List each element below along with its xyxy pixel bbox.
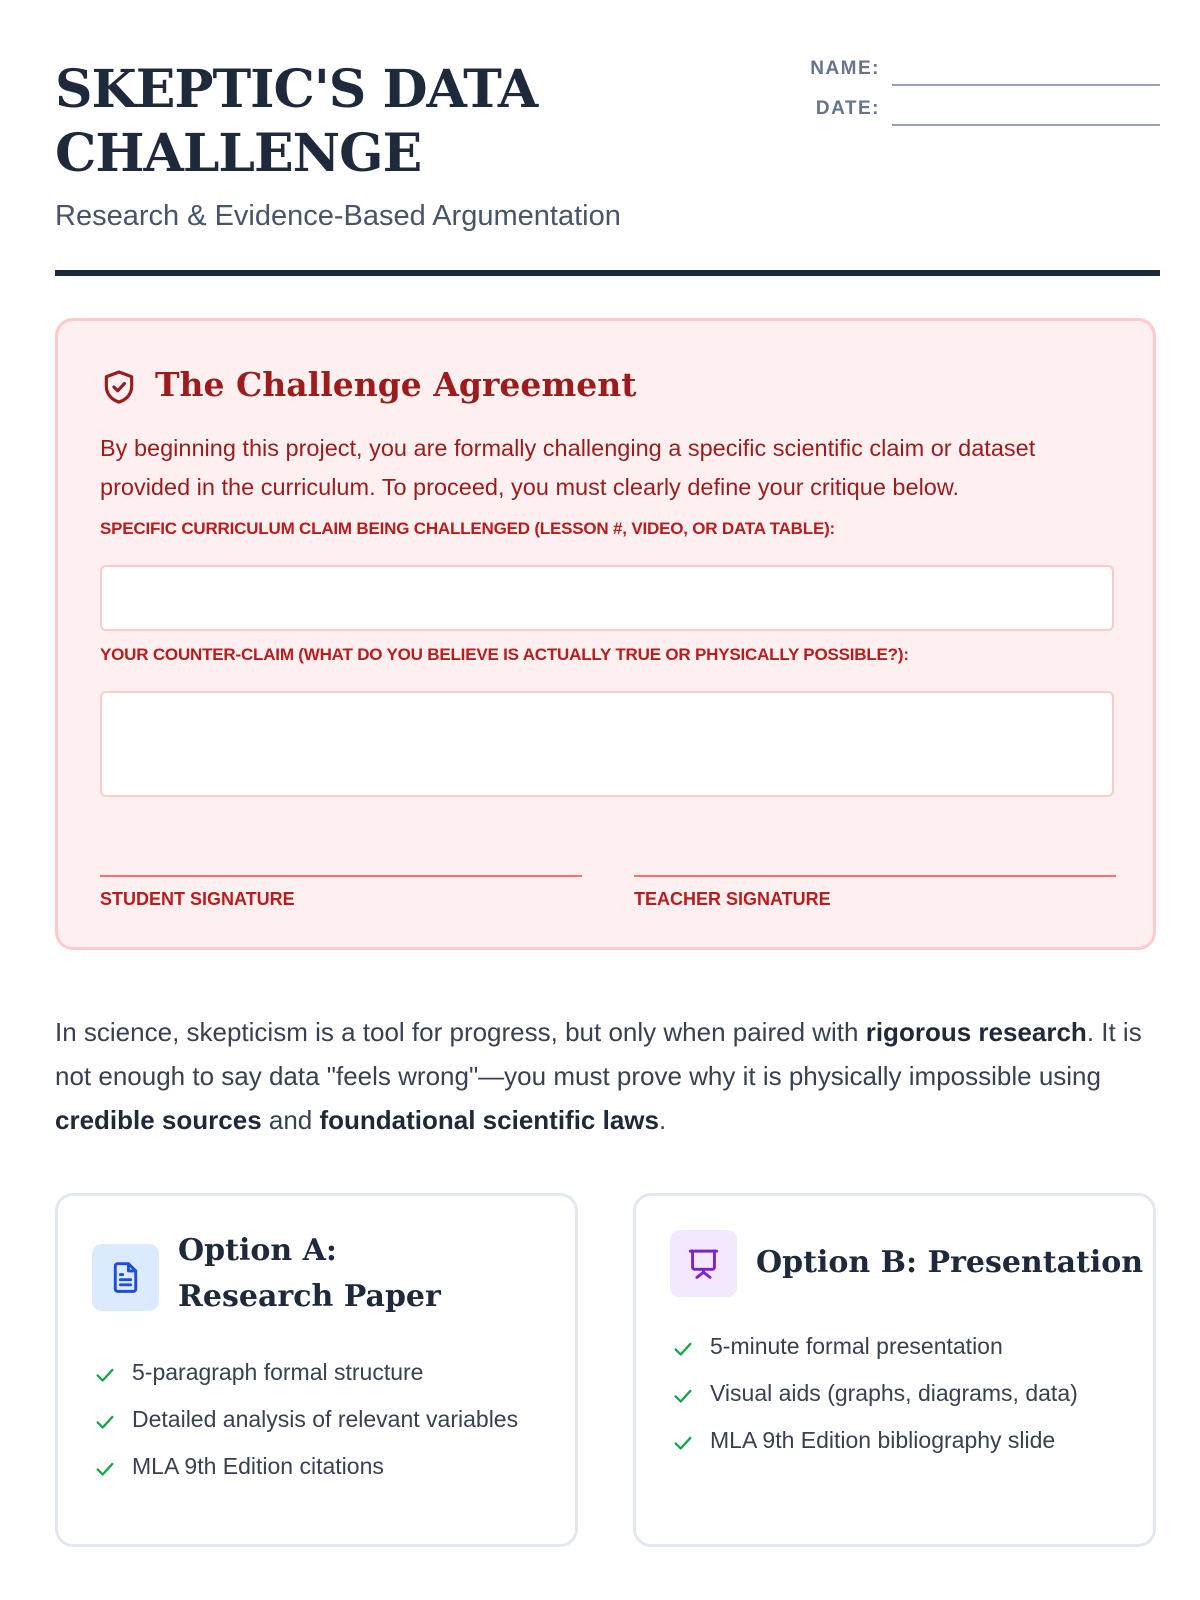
intro-bold-3: foundational scientific laws <box>319 1105 659 1135</box>
check-icon <box>94 1458 116 1480</box>
date-field[interactable] <box>760 96 1160 126</box>
intro-text-4: . <box>658 1105 667 1135</box>
agreement-title: The Challenge Agreement <box>155 365 637 404</box>
option-a-card <box>55 1193 578 1547</box>
claim-field-label: SPECIFIC CURRICULUM CLAIM BEING CHALLENGED (LESSON #, VIDEO, OR DATA TABLE): <box>100 519 835 538</box>
check-icon <box>672 1338 694 1360</box>
page-subtitle: Research & Evidence-Based Argumentation <box>55 200 621 232</box>
requirement-text: Detailed analysis of relevant variables <box>132 1406 519 1432</box>
page-title: SKEPTIC'S DATA CHALLENGE <box>55 59 538 184</box>
check-icon <box>94 1364 116 1386</box>
check-icon <box>672 1385 694 1407</box>
option-a-requirements <box>92 1356 542 1497</box>
presentation-icon <box>686 1246 721 1281</box>
shield-check-icon <box>100 367 138 407</box>
requirement-text: MLA 9th Edition bibliography slide <box>710 1427 1056 1453</box>
list-item <box>670 1330 1120 1363</box>
list-item <box>92 1356 542 1389</box>
agreement-description: By beginning this project, you are formally challenging a specific scientific claim or dataset provided in the curriculum. To proceed, you must clearly define your critique below. <box>100 435 1036 500</box>
requirement-text: MLA 9th Edition citations <box>132 1453 384 1479</box>
list-item <box>92 1403 542 1436</box>
document-icon <box>108 1260 143 1295</box>
list-item <box>670 1424 1120 1457</box>
check-icon <box>94 1411 116 1433</box>
date-label: DATE: <box>815 98 880 119</box>
teacher-signature-label: TEACHER SIGNATURE <box>634 889 831 909</box>
intro-text-3: and <box>261 1105 320 1135</box>
list-item <box>670 1377 1120 1410</box>
student-signature-label: STUDENT SIGNATURE <box>100 889 295 909</box>
challenged-claim-input[interactable] <box>100 565 1114 631</box>
requirement-text: 5-minute formal presentation <box>710 1333 1003 1359</box>
challenge-agreement-card <box>55 318 1156 950</box>
student-signature-line[interactable] <box>100 875 582 877</box>
requirement-text: 5-paragraph formal structure <box>132 1359 424 1385</box>
intro-text-1: In science, skepticism is a tool for progress, but only when paired with <box>55 1017 866 1047</box>
date-line[interactable] <box>892 124 1160 126</box>
counter-claim-input[interactable] <box>100 691 1114 797</box>
option-b-requirements <box>670 1330 1120 1471</box>
intro-bold-2: credible sources <box>55 1105 262 1135</box>
intro-bold-1: rigorous research <box>865 1017 1087 1047</box>
intro-paragraph <box>55 1010 1145 1142</box>
check-icon <box>672 1432 694 1454</box>
option-a-title: Option A: Research Paper <box>178 1233 441 1314</box>
requirement-text: Visual aids (graphs, diagrams, data) <box>710 1380 1078 1406</box>
option-a-icon-badge <box>92 1244 159 1311</box>
teacher-signature-line[interactable] <box>634 875 1116 877</box>
list-item <box>92 1450 542 1483</box>
option-b-card <box>633 1193 1156 1547</box>
option-b-title: Option B: Presentation <box>756 1245 1144 1280</box>
name-label: NAME: <box>810 58 880 79</box>
intro-text-2: . It is not enough to say data "feels wrong"—you must prove why it is physically impossible using <box>55 1017 1142 1091</box>
option-b-icon-badge <box>670 1230 737 1297</box>
header-divider <box>55 270 1160 276</box>
counter-claim-field-label: YOUR COUNTER-CLAIM (WHAT DO YOU BELIEVE IS ACTUALLY TRUE OR PHYSICALLY POSSIBLE?): <box>100 645 909 664</box>
name-field[interactable] <box>760 56 1160 86</box>
name-line[interactable] <box>892 84 1160 86</box>
